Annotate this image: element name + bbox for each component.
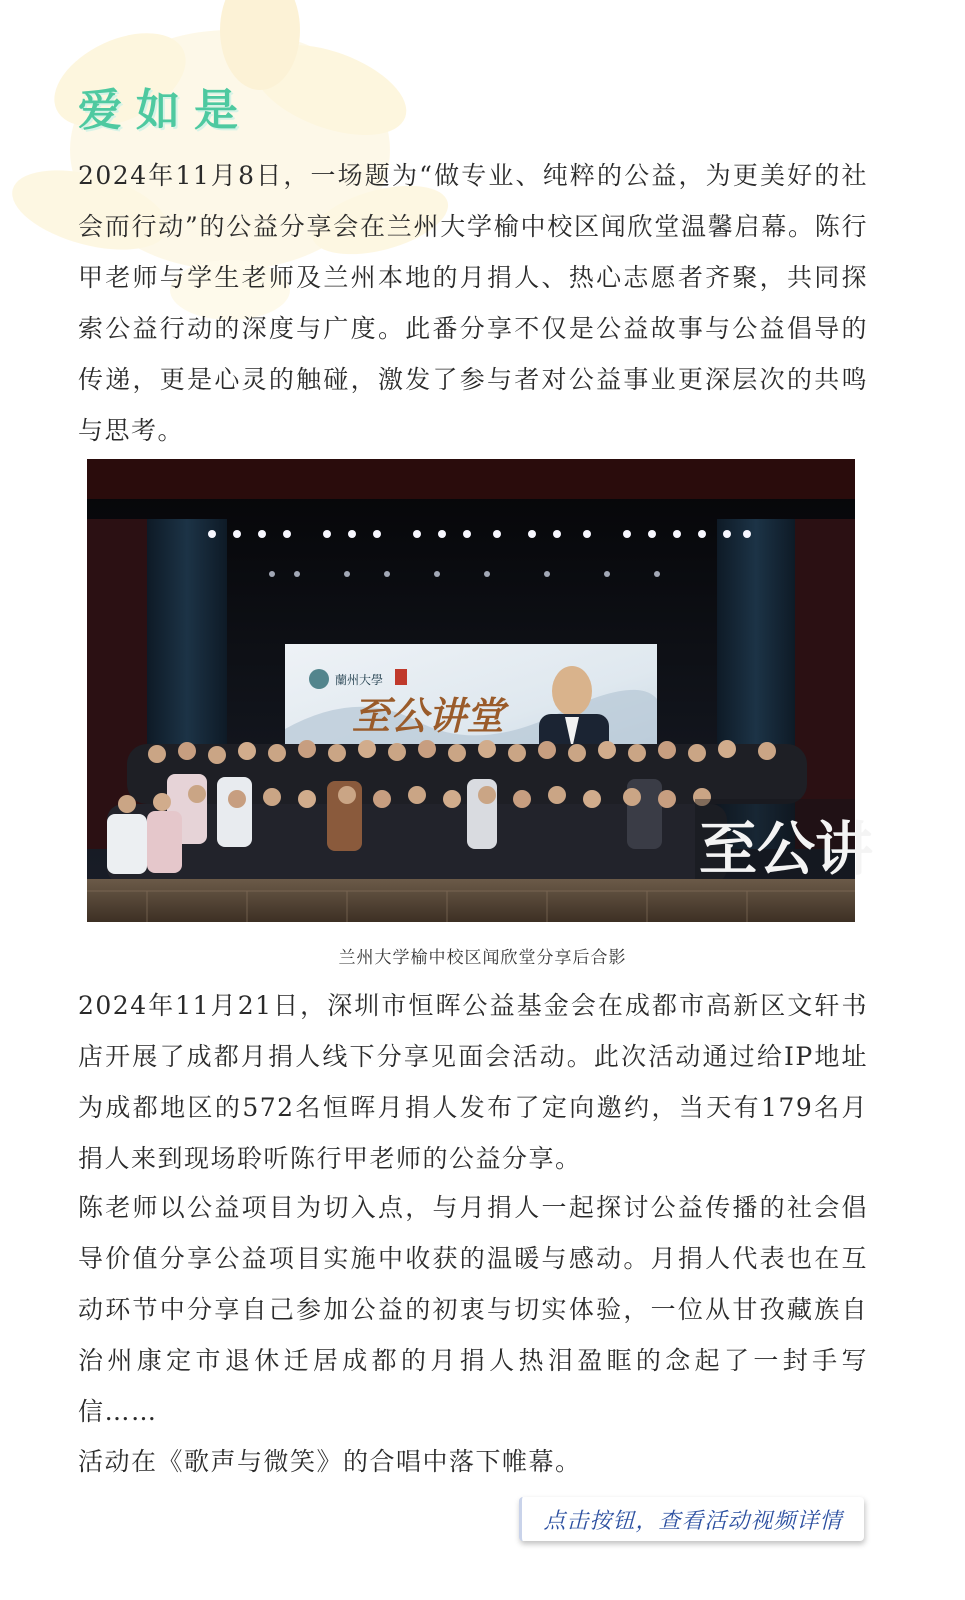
closing-paragraph: 活动在《歌声与微笑》的合唱中落下帷幕。 <box>78 1447 582 1476</box>
stage-letter-blocks: 至公讲 <box>699 815 874 883</box>
sharing-detail-paragraph: 陈老师以公益项目为切入点，与月捐人一起探讨公益传播的社会倡导价值分享公益项目实施中收获的温暖与感动。月捐人代表也在互动环节中分享自己参加公益的初衷与切实体验，一位从甘孜藏族自治州康定市退休迁居成都的月捐人热泪盈眶的念起了一封手写信…… <box>78 1193 868 1426</box>
section-title: 爱如是 <box>78 85 252 136</box>
chengdu-event-paragraph: 2024年11月21日，深圳市恒晖公益基金会在成都市高新区文轩书店开展了成都月捐人线下分享见面会活动。此次活动通过给IP地址为成都地区的572名恒晖月捐人发布了定向邀约，当天有179名月捐人来到现场聆听陈行甲老师的公益分享。 <box>78 991 868 1173</box>
screen-title: 至公讲堂 <box>352 693 505 738</box>
photo-caption: 兰州大学榆中校区闻欣堂分享后合影 <box>338 948 627 968</box>
screen-logo-text: 蘭州大學 <box>335 673 384 687</box>
view-video-button[interactable]: 点击按钮，查看活动视频详情 <box>519 1497 864 1541</box>
group-photo <box>87 459 874 922</box>
intro-paragraph: 2024年11月8日，一场题为“做专业、纯粹的公益，为更美好的社会而行动”的公益分享会在兰州大学榆中校区闻欣堂温馨启幕。陈行甲老师与学生老师及兰州本地的月捐人、热心志愿者齐聚，共同探索公益行动的深度与广度。此番分享不仅是公益故事与公益倡导的传递，更是心灵的触碰，激发了参与者对公益事业更深层次的共鸣与思考。 <box>78 161 868 445</box>
